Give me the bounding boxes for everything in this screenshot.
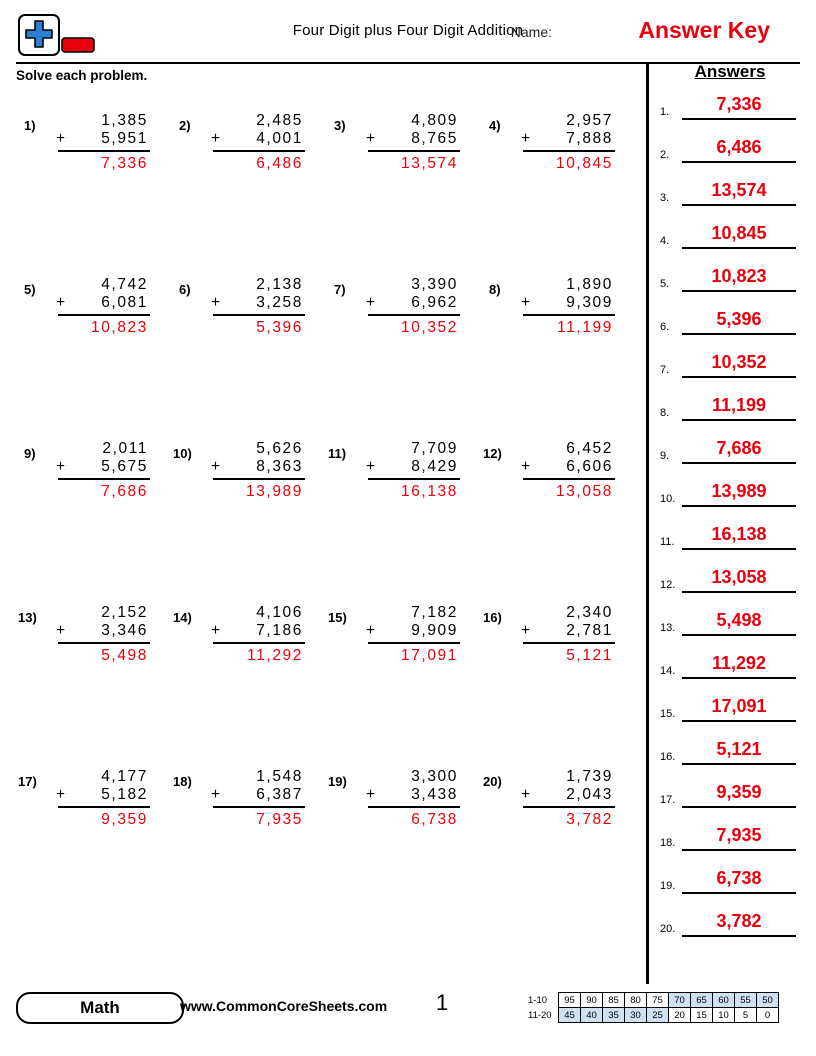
name-label: Name:	[510, 24, 552, 40]
addend-bottom: 3,258	[256, 294, 303, 311]
plus-icon: +	[366, 458, 377, 475]
addend-bottom-row	[58, 622, 150, 640]
answer-value: 10,845	[682, 221, 796, 249]
answer-value: 6,486	[682, 135, 796, 163]
problem-cell	[14, 764, 169, 928]
problem-answer: 17,091	[400, 647, 458, 664]
addend-bottom-row	[213, 294, 305, 312]
plus-icon: +	[211, 786, 222, 803]
answer-row	[660, 346, 800, 389]
plus-icon: +	[211, 294, 222, 311]
addend-bottom-row	[368, 458, 460, 476]
answer-index: 7.	[660, 364, 670, 376]
problem-answer: 11,199	[557, 319, 613, 336]
answer-value: 16,138	[682, 522, 796, 550]
addend-bottom: 4,001	[256, 130, 303, 147]
problem-stack	[523, 768, 615, 829]
problem-answer: 6,738	[411, 811, 458, 828]
plus-icon: +	[366, 786, 377, 803]
answer-index: 1.	[660, 106, 670, 118]
problem-number: 15)	[328, 610, 347, 625]
answer-index: 6.	[660, 321, 670, 333]
answer-row	[660, 604, 800, 647]
score-cell: 50	[757, 993, 779, 1008]
problem-cell	[324, 764, 479, 928]
sum-rule	[58, 642, 150, 644]
answer-row	[660, 303, 800, 346]
answer-row	[660, 647, 800, 690]
addend-bottom-row	[58, 130, 150, 148]
answer-index: 18.	[660, 837, 676, 849]
sum-rule	[213, 642, 305, 644]
problem-cell	[324, 436, 479, 600]
sum-rule	[58, 806, 150, 808]
plus-icon: +	[366, 130, 377, 147]
answer-index: 10.	[660, 493, 676, 505]
addend-top: 3,390	[411, 276, 458, 293]
answer-value: 11,292	[682, 651, 796, 679]
addend-bottom: 5,675	[101, 458, 148, 475]
problem-cell	[14, 272, 169, 436]
answer-row	[660, 88, 800, 131]
problem-answer: 10,352	[400, 319, 458, 336]
problem-number: 11)	[328, 446, 347, 461]
plus-icon: +	[56, 622, 67, 639]
problem-number: 20)	[483, 774, 502, 789]
problem-answer: 13,574	[400, 155, 458, 172]
sum-rule	[523, 806, 615, 808]
problem-cell	[479, 764, 634, 928]
answer-index: 19.	[660, 880, 676, 892]
score-cell: 15	[691, 1008, 713, 1023]
problem-cell	[169, 272, 324, 436]
plus-icon: +	[521, 294, 532, 311]
plus-icon: +	[366, 622, 377, 639]
score-row-1	[528, 993, 779, 1008]
problems-grid	[14, 108, 634, 928]
score-cell: 75	[647, 993, 669, 1008]
problem-row	[14, 600, 634, 764]
answer-value: 17,091	[682, 694, 796, 722]
answer-index: 14.	[660, 665, 676, 677]
problem-cell	[324, 108, 479, 272]
answer-value: 5,498	[682, 608, 796, 636]
answer-value: 10,823	[682, 264, 796, 292]
score-cell: 35	[603, 1008, 625, 1023]
sum-rule	[368, 150, 460, 152]
answer-index: 8.	[660, 407, 670, 419]
addend-top: 4,106	[256, 604, 303, 621]
addend-top: 2,340	[566, 604, 613, 621]
problem-cell	[169, 108, 324, 272]
addend-top: 4,742	[101, 276, 148, 293]
addend-bottom-row	[213, 130, 305, 148]
answer-key-badge: Answer Key	[638, 17, 770, 43]
problem-number: 13)	[18, 610, 37, 625]
problem-stack	[368, 112, 460, 173]
plus-icon: +	[211, 130, 222, 147]
sum-rule	[58, 478, 150, 480]
addend-top: 2,138	[256, 276, 303, 293]
problem-cell	[14, 436, 169, 600]
plus-icon: +	[56, 294, 67, 311]
problem-number: 14)	[173, 610, 192, 625]
addend-top: 4,809	[411, 112, 458, 129]
problem-stack	[368, 276, 460, 337]
answer-row	[660, 776, 800, 819]
problem-answer: 16,138	[400, 483, 458, 500]
problem-number: 3)	[334, 118, 346, 133]
score-cell: 70	[669, 993, 691, 1008]
score-cell: 20	[669, 1008, 691, 1023]
score-cell: 5	[735, 1008, 757, 1023]
score-cell: 65	[691, 993, 713, 1008]
addend-bottom-row	[368, 130, 460, 148]
score-cell: 55	[735, 993, 757, 1008]
problem-stack	[368, 604, 460, 665]
score-cell: 85	[603, 993, 625, 1008]
problem-row	[14, 272, 634, 436]
plus-icon: +	[521, 786, 532, 803]
problem-number: 6)	[179, 282, 191, 297]
problem-number: 8)	[489, 282, 501, 297]
problem-cell	[479, 436, 634, 600]
problem-cell	[169, 436, 324, 600]
answer-value: 7,686	[682, 436, 796, 464]
problem-answer: 5,121	[566, 647, 613, 664]
problem-stack	[523, 440, 615, 501]
addend-bottom-row	[368, 294, 460, 312]
problem-number: 5)	[24, 282, 36, 297]
answer-value: 7,336	[682, 92, 796, 120]
problem-stack	[213, 112, 305, 173]
addend-bottom: 3,346	[101, 622, 148, 639]
answer-row	[660, 518, 800, 561]
addend-bottom-row	[523, 294, 615, 312]
answer-row	[660, 432, 800, 475]
answers-title: Answers	[694, 62, 766, 81]
addend-top: 2,485	[256, 112, 303, 129]
answer-index: 4.	[660, 235, 670, 247]
problem-cell	[169, 764, 324, 928]
problem-number: 4)	[489, 118, 501, 133]
answer-value: 3,782	[682, 909, 796, 937]
addend-bottom: 6,606	[566, 458, 613, 475]
sum-rule	[58, 150, 150, 152]
sum-rule	[523, 314, 615, 316]
problem-cell	[169, 600, 324, 764]
problem-stack	[523, 604, 615, 665]
problem-stack	[213, 440, 305, 501]
problem-number: 1)	[24, 118, 36, 133]
page-number: 1	[436, 990, 449, 1015]
addend-top: 2,011	[102, 440, 148, 457]
problem-answer: 10,823	[90, 319, 148, 336]
score-cell: 60	[713, 993, 735, 1008]
problem-stack	[58, 768, 150, 829]
addend-top: 1,739	[566, 768, 613, 785]
addend-bottom-row	[523, 130, 615, 148]
score-cell: 10	[713, 1008, 735, 1023]
page-footer	[0, 990, 816, 1050]
page-title: Four Digit plus Four Digit Addition	[292, 22, 524, 39]
answer-row	[660, 690, 800, 733]
sum-rule	[213, 478, 305, 480]
plus-icon: +	[56, 130, 67, 147]
addend-bottom-row	[58, 786, 150, 804]
addend-bottom: 6,387	[256, 786, 303, 803]
score-cell: 90	[581, 993, 603, 1008]
answer-value: 13,989	[682, 479, 796, 507]
addend-bottom-row	[368, 786, 460, 804]
problem-number: 10)	[173, 446, 192, 461]
addend-bottom-row	[523, 786, 615, 804]
answer-row	[660, 389, 800, 432]
problem-answer: 10,845	[555, 155, 613, 172]
problem-answer: 5,396	[256, 319, 303, 336]
problem-stack	[368, 768, 460, 829]
score-row-label: 1-10	[528, 994, 548, 1006]
score-cell: 40	[581, 1008, 603, 1023]
answer-row	[660, 819, 800, 862]
sum-rule	[58, 314, 150, 316]
problem-number: 2)	[179, 118, 191, 133]
problem-answer: 6,486	[256, 155, 303, 172]
addend-bottom-row	[58, 458, 150, 476]
answer-row	[660, 862, 800, 905]
addend-bottom: 7,186	[256, 622, 303, 639]
addend-bottom: 5,951	[101, 130, 148, 147]
addend-bottom-row	[213, 786, 305, 804]
answer-value: 5,121	[682, 737, 796, 765]
addend-bottom: 2,043	[566, 786, 613, 803]
problem-cell	[324, 600, 479, 764]
answers-panel	[660, 62, 800, 948]
addend-bottom: 2,781	[566, 622, 613, 639]
answer-index: 3.	[660, 192, 670, 204]
addend-top: 7,182	[411, 604, 458, 621]
problem-number: 12)	[483, 446, 502, 461]
addend-bottom-row	[368, 622, 460, 640]
answer-index: 20.	[660, 923, 676, 935]
answer-index: 13.	[660, 622, 676, 634]
problem-row	[14, 764, 634, 928]
score-row-label: 11-20	[528, 1009, 552, 1021]
addend-top: 1,548	[256, 768, 303, 785]
addend-bottom: 3,438	[411, 786, 458, 803]
answer-row	[660, 475, 800, 518]
problem-number: 9)	[24, 446, 36, 461]
problem-number: 16)	[483, 610, 502, 625]
problem-stack	[58, 604, 150, 665]
sum-rule	[213, 150, 305, 152]
sum-rule	[523, 150, 615, 152]
sum-rule	[368, 314, 460, 316]
addend-bottom: 7,888	[566, 130, 613, 147]
addend-bottom: 6,081	[101, 294, 148, 311]
problem-stack	[58, 440, 150, 501]
answer-index: 11.	[660, 536, 675, 548]
problem-answer: 13,989	[245, 483, 303, 500]
instructions: Solve each problem.	[16, 68, 148, 83]
problem-row	[14, 436, 634, 600]
problem-answer: 3,782	[566, 811, 613, 828]
subject-badge: Math	[16, 992, 184, 1024]
addend-bottom: 9,909	[411, 622, 458, 639]
score-cell: 30	[625, 1008, 647, 1023]
problem-stack	[213, 768, 305, 829]
addend-top: 3,300	[411, 768, 458, 785]
page-header	[16, 14, 800, 54]
vertical-divider	[646, 64, 649, 984]
addend-top: 7,709	[411, 440, 458, 457]
problem-answer: 9,359	[101, 811, 148, 828]
problem-answer: 11,292	[247, 647, 303, 664]
answer-index: 16.	[660, 751, 676, 763]
plus-icon: +	[521, 130, 532, 147]
answer-index: 5.	[660, 278, 670, 290]
answer-value: 13,058	[682, 565, 796, 593]
addend-top: 6,452	[566, 440, 613, 457]
problem-answer: 7,935	[256, 811, 303, 828]
score-cell: 25	[647, 1008, 669, 1023]
addend-bottom-row	[523, 622, 615, 640]
answer-row	[660, 905, 800, 948]
score-row-2	[528, 1008, 779, 1023]
addend-bottom: 6,962	[411, 294, 458, 311]
problem-stack	[58, 276, 150, 337]
answer-index: 17.	[660, 794, 676, 806]
problem-cell	[479, 600, 634, 764]
problem-answer: 13,058	[555, 483, 613, 500]
plus-icon: +	[211, 622, 222, 639]
problem-cell	[14, 108, 169, 272]
plus-icon: +	[56, 786, 67, 803]
problem-number: 19)	[328, 774, 347, 789]
addend-top: 5,626	[256, 440, 303, 457]
answer-index: 12.	[660, 579, 676, 591]
problem-number: 18)	[173, 774, 192, 789]
addend-bottom: 8,429	[411, 458, 458, 475]
score-cell: 0	[757, 1008, 779, 1023]
answer-value: 10,352	[682, 350, 796, 378]
answer-value: 7,935	[682, 823, 796, 851]
problem-stack	[523, 276, 615, 337]
website-url: www.CommonCoreSheets.com	[180, 998, 388, 1014]
problem-stack	[213, 604, 305, 665]
answer-index: 2.	[660, 149, 670, 161]
plus-icon: +	[211, 458, 222, 475]
answer-value: 11,199	[682, 393, 796, 421]
addend-top: 1,890	[566, 276, 613, 293]
answer-index: 15.	[660, 708, 676, 720]
answer-value: 9,359	[682, 780, 796, 808]
addend-bottom: 8,363	[256, 458, 303, 475]
problem-cell	[324, 272, 479, 436]
plus-icon: +	[56, 458, 67, 475]
score-cell: 45	[559, 1008, 581, 1023]
addend-bottom-row	[213, 458, 305, 476]
addend-bottom: 8,765	[411, 130, 458, 147]
answer-index: 9.	[660, 450, 670, 462]
problem-cell	[14, 600, 169, 764]
problem-stack	[368, 440, 460, 501]
sum-rule	[368, 806, 460, 808]
addend-bottom-row	[523, 458, 615, 476]
addend-top: 1,385	[101, 112, 148, 129]
sum-rule	[213, 314, 305, 316]
addend-bottom-row	[213, 622, 305, 640]
answer-row	[660, 561, 800, 604]
problem-answer: 5,498	[101, 647, 148, 664]
answer-row	[660, 733, 800, 776]
answer-row	[660, 131, 800, 174]
answer-row	[660, 174, 800, 217]
problem-row	[14, 108, 634, 272]
problem-answer: 7,336	[101, 155, 148, 172]
problem-cell	[479, 272, 634, 436]
sum-rule	[368, 478, 460, 480]
plus-icon: +	[521, 458, 532, 475]
sum-rule	[523, 478, 615, 480]
problem-stack	[523, 112, 615, 173]
answer-value: 6,738	[682, 866, 796, 894]
sum-rule	[213, 806, 305, 808]
addend-bottom: 5,182	[101, 786, 148, 803]
problem-stack	[58, 112, 150, 173]
sum-rule	[523, 642, 615, 644]
addend-top: 2,152	[101, 604, 148, 621]
answer-row	[660, 217, 800, 260]
score-cell: 95	[559, 993, 581, 1008]
answer-row	[660, 260, 800, 303]
answer-value: 13,574	[682, 178, 796, 206]
score-table	[528, 992, 779, 1023]
addend-top: 2,957	[566, 112, 613, 129]
addend-bottom-row	[58, 294, 150, 312]
problem-cell	[479, 108, 634, 272]
sum-rule	[368, 642, 460, 644]
addend-bottom: 9,309	[566, 294, 613, 311]
plus-icon: +	[521, 622, 532, 639]
problem-number: 7)	[334, 282, 346, 297]
addend-top: 4,177	[101, 768, 148, 785]
answer-value: 5,396	[682, 307, 796, 335]
plus-icon: +	[366, 294, 377, 311]
problem-answer: 7,686	[101, 483, 148, 500]
score-cell: 80	[625, 993, 647, 1008]
problem-number: 17)	[18, 774, 37, 789]
problem-stack	[213, 276, 305, 337]
